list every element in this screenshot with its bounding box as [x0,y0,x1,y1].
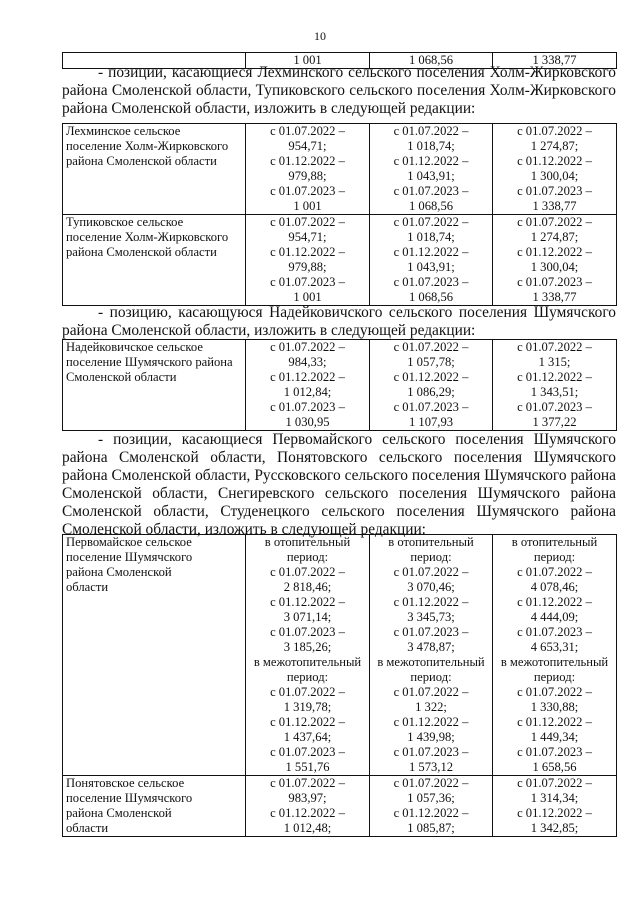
tariff-cell-col3 [493,340,617,431]
cell-line: 1 342,85; [530,821,579,835]
cell-line: 3 070,46; [407,580,455,594]
cell-line: 4 653,31; [530,640,579,654]
cell-line: с 01.07.2022 – [517,215,592,229]
cell-line: в межотопительный [253,655,362,669]
cell-line: с 01.12.2022 – [517,154,592,168]
cell-line: 1 658,56 [532,760,577,774]
cell-line: 3 345,73; [407,610,455,624]
cell-line: период: [533,550,576,564]
cell-line: 1 085,87; [407,821,455,835]
cell-line: 1 030,95 [285,415,330,429]
cell-line: с 01.12.2022 – [517,245,592,259]
cell-line: 2 818,46; [283,580,332,594]
cell-line: с 01.07.2022 – [270,340,345,354]
cell-line: с 01.07.2023 – [393,184,469,198]
cell-line: 984,33; [288,355,327,369]
tariff-cell-col1 [246,340,370,431]
cell-line: с 01.07.2023 – [517,625,592,639]
table-row [63,215,617,306]
cell-line: района Смоленской [66,806,172,820]
table-row [63,535,617,776]
cell-line: 1 012,84; [283,385,332,399]
cell-line: Лехминское сельское [66,124,181,138]
cell-line: с 01.07.2022 – [393,340,469,354]
cell-line: 1 573,12 [408,760,454,774]
cell-line: с 01.07.2022 – [517,685,592,699]
cell-line: с 01.07.2022 – [270,565,345,579]
cell-line: района Смоленской области [66,154,217,168]
cell-line: 1 274,87; [530,139,579,153]
cell-line: с 01.12.2022 – [517,806,592,820]
cell-line: 1 439,98; [407,730,455,744]
tariff-cell-col3 [493,124,617,215]
cell-line: с 01.07.2022 – [270,215,345,229]
cell-line: с 01.07.2023 – [270,400,345,414]
tariff-table-nadeykovichskoye [62,339,617,431]
cell-line: Надейковичское сельское [66,340,203,354]
cell-line: период: [410,670,452,684]
table-row [63,340,617,431]
cell-line: с 01.12.2022 – [270,595,345,609]
cell-line: поселение Шумячского [66,550,193,564]
tariff-cell-col3 [493,776,617,837]
cell-line: с 01.07.2022 – [517,340,592,354]
cell-line: 1 322; [415,700,447,714]
cell-line: с 01.12.2022 – [393,806,469,820]
cell-line: с 01.12.2022 – [270,715,345,729]
cell-line: период: [286,550,329,564]
cell-line: с 01.07.2022 – [270,124,345,138]
cell-line: 1 338,77 [532,199,577,213]
cell-line: 1 018,74; [407,230,455,244]
cell-line: 1 274,87; [530,230,579,244]
cell-line: 1 012,48; [283,821,332,835]
tariff-cell-col1 [246,124,370,215]
cell-line: 1 043,91; [407,169,455,183]
cell-line: с 01.07.2022 – [393,685,469,699]
cell-line: с 01.12.2022 – [517,595,592,609]
cell-line: с 01.07.2023 – [270,184,345,198]
cell-line: с 01.07.2023 – [270,275,345,289]
tariff-cell-col1 [246,215,370,306]
cell-line: Первомайское сельское [66,535,192,549]
cell-line: 1 018,74; [407,139,455,153]
cell-line: в отопительный [511,535,598,549]
paragraph-nadeykovichskoye: - позицию, касающуюся Надейковичского сельского поселения Шумячского района Смоленской области, изложить в следующей редакции: [62,304,616,339]
cell-line: с 01.07.2022 – [393,776,469,790]
cell-line: 1 001 [293,199,322,213]
cell-line: Смоленской области [66,370,177,384]
cell-line: 3 185,26; [283,640,332,654]
tariff-table-kholm-zhirkovsky [62,123,617,306]
cell-line: поселение Холм-Жирковского [66,139,229,153]
cell-line: с 01.07.2023 – [517,745,592,759]
cell-line: с 01.12.2022 – [270,806,345,820]
cell-line: поселение Шумячского района [66,355,233,369]
tariff-cell-col2 [370,215,493,306]
cell-line: 1 338,77 [532,53,577,67]
cell-line: период: [533,670,576,684]
cell-line: 1 330,88; [530,700,579,714]
cell-line: с 01.12.2022 – [270,154,345,168]
tariff-cell-col2 [370,340,493,431]
paragraph-shumyachsky-settlements: - позиции, касающиеся Первомайского сельского поселения Шумячского района Смоленской области, Понятовского сельского поселения Шумячского района Смоленской области, Русcковского сельского поселения Шумячского района Смоленской области, Снегиревского сельского поселения Шумячского района Смоленской области, Студенецкого сельского поселения Шумячского района Смоленской области, изложить в следующей редакции: [62,431,616,538]
cell-line: поселение Холм-Жирковского [66,230,229,244]
cell-line: 1 068,56 [408,53,454,67]
cell-line: 1 001 [293,290,322,304]
cell-line: 1 377,22 [532,415,577,429]
cell-line: 3 071,14; [283,610,332,624]
cell-line: с 01.12.2022 – [393,715,469,729]
cell-line: в межотопительный [377,655,485,669]
tariff-cell-col2 [370,776,493,837]
cell-line: 3 478,87; [407,640,455,654]
cell-line: 1 068,56 [408,290,454,304]
cell-line: период: [410,550,452,564]
cell-line: 1 001 [293,53,322,67]
cell-line: области [66,821,109,835]
cell-line: с 01.07.2023 – [393,745,469,759]
cell-line: с 01.12.2022 – [393,154,469,168]
cell-line: в отопительный [264,535,351,549]
table-row [63,124,617,215]
cell-line: с 01.07.2022 – [393,565,469,579]
cell-line: с 01.07.2023 – [270,625,345,639]
cell-line: с 01.07.2023 – [393,275,469,289]
cell-line: с 01.12.2022 – [393,595,469,609]
cell-line: с 01.12.2022 – [517,715,592,729]
cell-line: 4 444,09; [530,610,579,624]
cell-line: района Смоленской [66,565,172,579]
cell-line: 4 078,46; [530,580,579,594]
cell-line: с 01.12.2022 – [270,245,345,259]
cell-line: 1 449,34; [530,730,579,744]
tariff-cell-col1 [246,535,370,776]
paragraph-lekhminskoye-tupikovskoye: - позиции, касающиеся Лехминского сельского поселения Холм-Жирковского района Смоленской области, Тупиковского сельского поселения Холм-Жирковского района Смоленской области, изложить в следующей редакции: [62,64,616,117]
cell-line: с 01.07.2022 – [393,124,469,138]
cell-line: с 01.07.2022 – [270,776,345,790]
cell-line: период: [286,670,329,684]
cell-line: 1 437,64; [283,730,332,744]
cell-line: с 01.07.2023 – [270,745,345,759]
cell-line: с 01.12.2022 – [393,370,469,384]
cell-line: с 01.07.2023 – [393,625,469,639]
settlement-name-cell [63,776,246,837]
cell-line: 1 300,04; [530,260,579,274]
cell-line: с 01.07.2023 – [393,400,469,414]
tariff-cell-col3 [493,215,617,306]
settlement-name-cell [63,535,246,776]
cell-line: Понятовское сельское [66,776,185,790]
cell-line: 954,71; [288,230,327,244]
cell-line: 1 043,91; [407,260,455,274]
settlement-name-cell [63,124,246,215]
cell-line: с 01.12.2022 – [517,370,592,384]
cell-line: в отопительный [388,535,474,549]
cell-line: 1 057,36; [407,791,455,805]
cell-line: с 01.12.2022 – [393,245,469,259]
cell-line: 1 315; [538,355,571,369]
cell-line: 1 314,34; [530,791,579,805]
page-number: 10 [314,29,326,43]
cell-line: с 01.07.2022 – [517,124,592,138]
cell-line: с 01.07.2023 – [517,184,592,198]
cell-line: с 01.07.2023 – [517,400,592,414]
cell-line: с 01.07.2022 – [517,565,592,579]
tariff-cell-col2 [370,535,493,776]
cell-line: 1 068,56 [408,199,454,213]
cell-line: с 01.12.2022 – [270,370,345,384]
cell-line: 1 551,76 [285,760,330,774]
cell-line: с 01.07.2022 – [517,776,592,790]
cell-line: 983,97; [288,791,327,805]
cell-line: 1 338,77 [532,290,577,304]
cell-line: Тупиковское сельское [66,215,184,229]
settlement-name-cell [63,215,246,306]
settlement-name-cell [63,340,246,431]
cell-line: 979,88; [288,260,327,274]
cell-line: с 01.07.2022 – [270,685,345,699]
cell-line: 1 300,04; [530,169,579,183]
tariff-cell-col1 [246,776,370,837]
tariff-cell-col2 [370,124,493,215]
cell-line: 1 107,93 [408,415,454,429]
cell-line: 979,88; [288,169,327,183]
cell-line: в межотопительный [500,655,609,669]
cell-line: 954,71; [288,139,327,153]
cell-line: 1 319,78; [283,700,332,714]
cell-line: района Смоленской области [66,245,217,259]
tariff-table-shumyachsky [62,534,617,837]
cell-line: поселение Шумячского [66,791,193,805]
cell-line: области [66,580,109,594]
cell-line: 1 057,78; [407,355,455,369]
cell-line: с 01.07.2023 – [517,275,592,289]
cell-line: 1 086,29; [407,385,455,399]
cell-line: 1 343,51; [530,385,579,399]
tariff-cell-col3 [493,535,617,776]
table-row [63,776,617,837]
cell-line: с 01.07.2022 – [393,215,469,229]
